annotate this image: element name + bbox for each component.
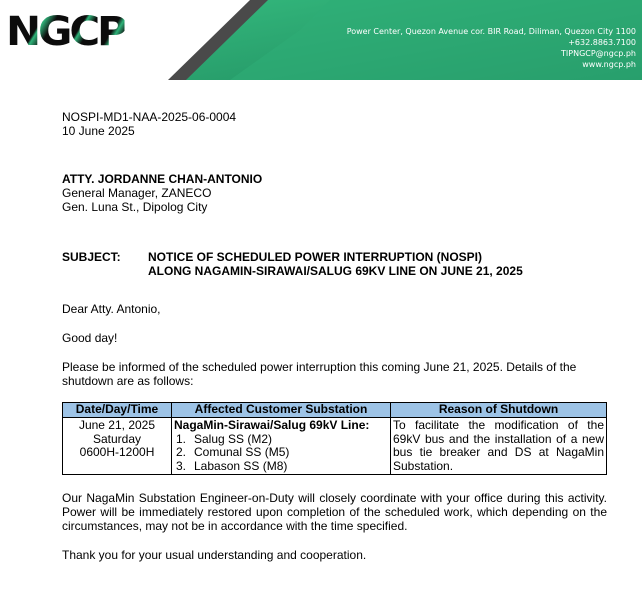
cell-substations	[172, 418, 391, 475]
substation-name: Labason SS (M8)	[194, 458, 288, 473]
schedule-date: June 21, 2025	[78, 418, 156, 432]
recipient-block	[62, 172, 607, 214]
cell-reason: To facilitate the modification of the 69kV bus and the installation of a new bus tie breaker and DS at NagaMin Substation.	[391, 418, 607, 475]
subject-line-2: ALONG NAGAMIN-SIRAWAI/SALUG 69KV LINE ON JUNE 21, 2025	[148, 264, 523, 278]
table-header-row	[63, 403, 607, 418]
recipient-address: Gen. Luna St., Dipolog City	[62, 200, 208, 214]
letterhead	[0, 0, 642, 80]
closing-paragraph: Thank you for your usual understanding and cooperation.	[62, 548, 367, 562]
header-substation: Affected Customer Substation	[172, 403, 391, 418]
line-title: NagaMin-Sirawai/Salug 69kV Line:	[174, 418, 370, 432]
recipient-title: General Manager, ZANECO	[62, 186, 212, 200]
substation-name: Salug SS (M2)	[194, 431, 273, 446]
company-email[interactable]: TIPNGCP@ngcp.ph	[561, 49, 636, 58]
schedule-time: 0600H-1200H	[79, 445, 155, 459]
shutdown-table	[62, 402, 607, 475]
company-address: Power Center, Quezon Avenue cor. BIR Road, Diliman, Quezon City 1100	[346, 27, 636, 36]
coordination-paragraph: Our NagaMin Substation Engineer-on-Duty will closely coordinate with your office during this activity. Power will be immediately restored upon completion of the scheduled work, which depending on the circumstances, may not be in accordance with the time specified.	[62, 491, 607, 533]
cell-date-day-time	[63, 418, 172, 475]
salutation: Dear Atty. Antonio,	[62, 302, 161, 316]
substation-name: Comunal SS (M5)	[194, 445, 290, 459]
contact-info	[347, 26, 636, 70]
list-number: 1.	[176, 431, 187, 446]
letter-date: 10 June 2025	[62, 124, 135, 138]
subject-label: SUBJECT:	[62, 250, 121, 264]
recipient-name: ATTY. JORDANNE CHAN-ANTONIO	[62, 172, 263, 186]
table-row	[63, 418, 607, 475]
company-website[interactable]: www.ngcp.ph	[582, 60, 636, 69]
subject-block	[62, 250, 607, 278]
letter-body	[62, 110, 607, 562]
subject-line-1: NOTICE OF SCHEDULED POWER INTERRUPTION (NOSPI)	[148, 250, 483, 264]
list-number: 2.	[176, 445, 187, 459]
ngcp-logo: NGCP	[6, 9, 125, 55]
header-date: Date/Day/Time	[63, 403, 172, 418]
schedule-day: Saturday	[92, 431, 142, 446]
reference-number: NOSPI-MD1-NAA-2025-06-0004	[62, 110, 237, 124]
company-phone: +632.8863.7100	[568, 38, 636, 47]
list-number: 3.	[176, 458, 187, 473]
intro-paragraph: Please be informed of the scheduled power interruption this coming June 21, 2025. Details of the shutdown are as follows:	[62, 360, 577, 388]
list-item	[174, 433, 388, 447]
greeting: Good day!	[62, 331, 118, 345]
list-item	[174, 446, 388, 460]
list-item	[174, 460, 388, 474]
header-reason: Reason of Shutdown	[391, 403, 607, 418]
